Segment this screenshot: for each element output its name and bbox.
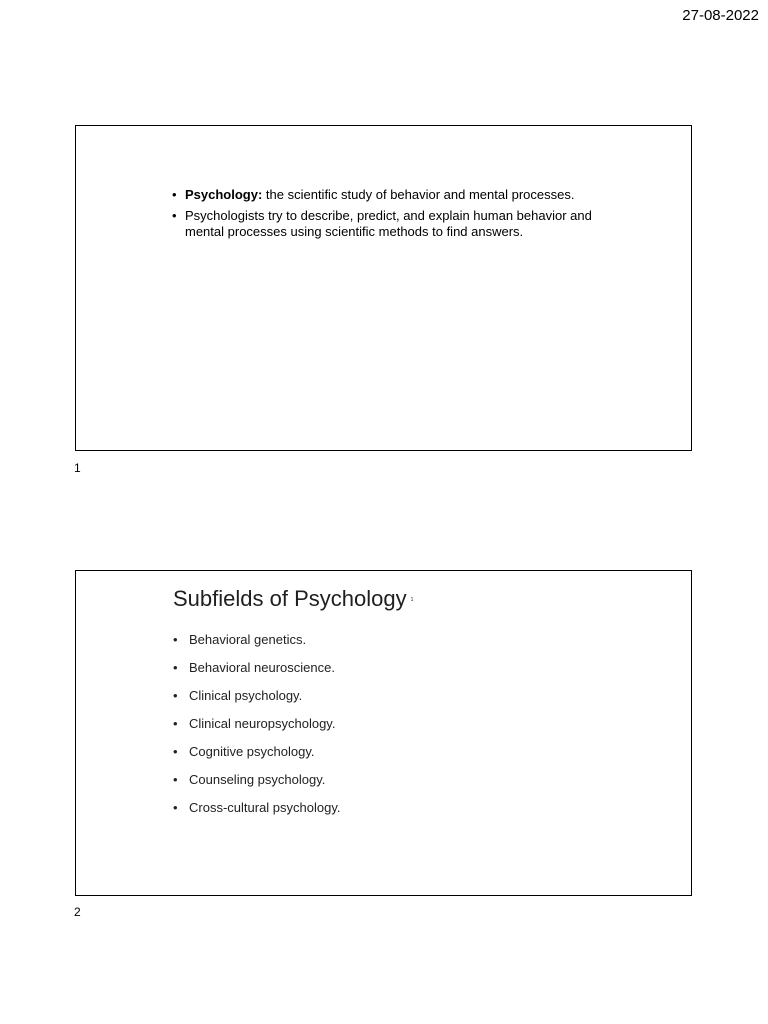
subfield-text: Cognitive psychology. [189, 744, 315, 759]
bullet-marker: • [172, 187, 177, 202]
bullet-marker: • [173, 688, 178, 703]
subfield-text: Behavioral neuroscience. [189, 660, 335, 675]
slide-number-2: 2 [74, 905, 81, 919]
slide-number-1: 1 [74, 461, 81, 475]
subfield-text: Counseling psychology. [189, 772, 326, 787]
list-item [173, 772, 340, 800]
bullet-marker: • [173, 800, 178, 815]
bullet-marker: • [173, 632, 178, 647]
bullet-marker: • [173, 744, 178, 759]
slide-title [173, 586, 413, 612]
bullet-marker: • [173, 660, 178, 675]
list-item [173, 632, 340, 660]
subfield-text: Behavioral genetics. [189, 632, 307, 647]
slide-title-text: Subfields of Psychology [173, 586, 407, 611]
list-item [173, 800, 340, 828]
definition-text: the scientific study of behavior and mental processes. [262, 187, 575, 202]
slide-1 [75, 125, 692, 451]
list-item [173, 744, 340, 772]
title-reference-mark: 1 [410, 597, 414, 604]
page-date: 27-08-2022 [682, 7, 759, 24]
list-item [172, 208, 592, 241]
list-item [173, 660, 340, 688]
list-item [173, 716, 340, 744]
bullet-marker: • [172, 207, 177, 223]
list-item [173, 688, 340, 716]
definition-term: Psychology: [185, 187, 263, 202]
subfield-text: Cross-cultural psychology. [189, 800, 341, 815]
bullet-marker: • [173, 716, 178, 731]
subfield-text: Clinical neuropsychology. [189, 716, 336, 731]
subfields-list [173, 632, 340, 828]
bullet-text: Psychologists try to describe, predict, and explain human behavior and mental processes using scientific methods to find answers. [185, 207, 592, 239]
bullet-marker: • [173, 772, 178, 787]
subfield-text: Clinical psychology. [189, 688, 303, 703]
slide-1-bullet-list [172, 187, 592, 245]
slide-2 [75, 570, 692, 896]
list-item [172, 187, 592, 204]
